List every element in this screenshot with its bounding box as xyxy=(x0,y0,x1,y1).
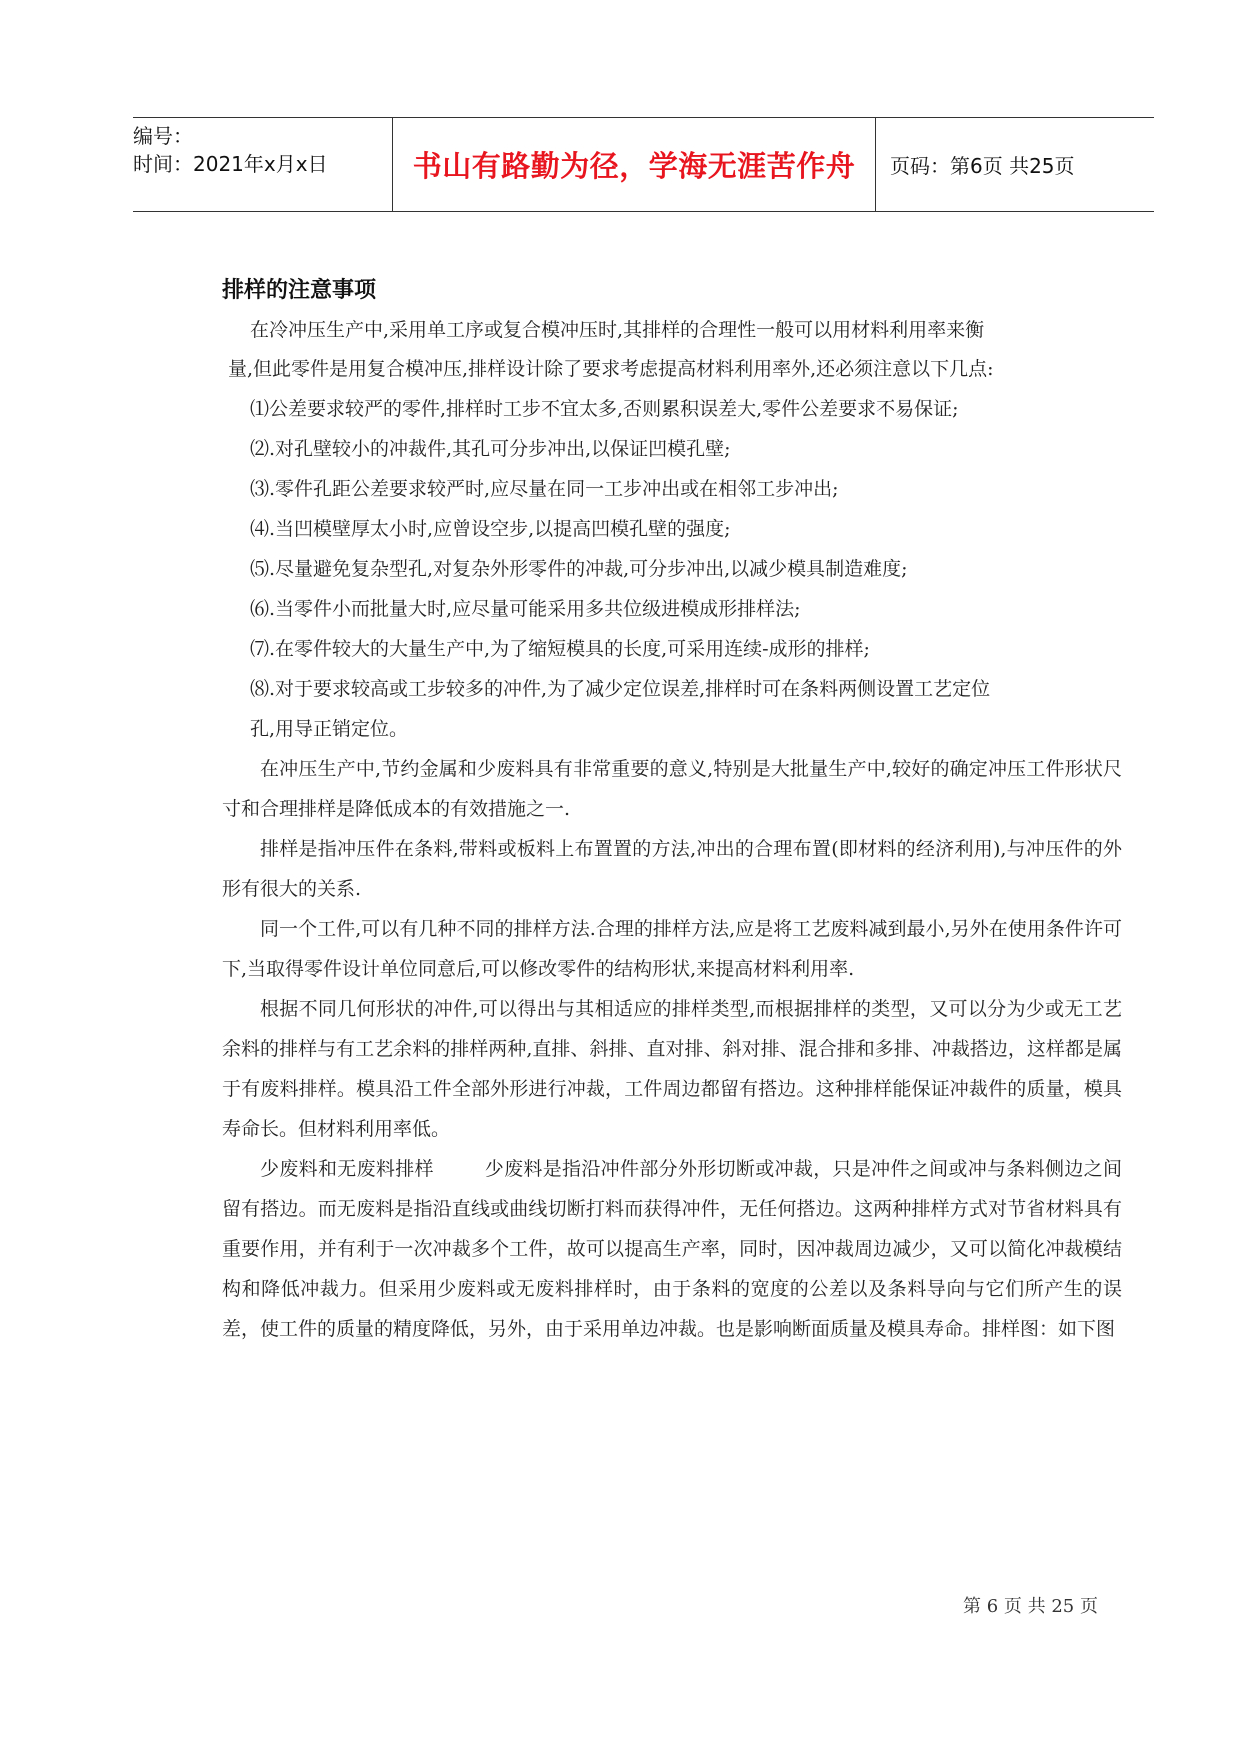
list-item: ⑵.对孔壁较小的冲裁件,其孔可分步冲出,以保证凹模孔壁; xyxy=(250,438,731,460)
time-label: 时间：2021年x月x日 xyxy=(133,152,328,176)
document-body xyxy=(222,272,1122,1349)
header-page-code: 页码：第6页 共25页 xyxy=(890,154,1075,178)
list-item: ⑺.在零件较大的大量生产中,为了缩短模具的长度,可采用连续-成形的排样; xyxy=(250,638,870,660)
list-item: ⑷.当凹模壁厚太小时,应曾设空步,以提高凹模孔壁的强度; xyxy=(250,518,731,540)
paragraph: 根据不同几何形状的冲件,可以得出与其相适应的排样类型,而根据排样的类型，又可以分为少或无工艺余料的排样与有工艺余料的排样两种,直排、斜排、直对排、斜对排、混合排和多排、冲裁搭边，这样都是属于有废料排样。模具沿工件全部外形进行冲裁，工件周边都留有搭边。这种排样能保证冲裁件的质量，模具寿命长。但材料利用率低。 xyxy=(222,998,1122,1140)
document-header xyxy=(133,117,1154,212)
paragraph: 少废料和无废料排样 少废料是指沿冲件部分外形切断或冲裁，只是冲件之间或冲与条料侧边之间留有搭边。而无废料是指沿直线或曲线切断打料而获得冲件，无任何搭边。这两种排样方式对节省材料具有重要作用，并有利于一次冲裁多个工件，故可以提高生产率，同时，因冲裁周边减少，又可以简化冲裁模结构和降低冲裁力。但采用少废料或无废料排样时，由于条料的宽度的公差以及条料导向与它们所产生的误差，使工件的质量的精度降低，另外，由于采用单边冲裁。也是影响断面质量及模具寿命。排样图：如下图 xyxy=(222,1158,1122,1340)
paragraph: 排样是指冲压件在条料,带料或板料上布置置的方法,冲出的合理布置(即材料的经济利用),与冲压件的外形有很大的关系. xyxy=(222,838,1122,900)
page-footer: 第 6 页 共 25 页 xyxy=(963,1596,1098,1617)
header-motto: 书山有路勤为径，学海无涯苦作舟 xyxy=(393,118,876,211)
list-item: ⑻.对于要求较高或工步较多的冲件,为了减少定位误差,排样时可在条料两侧设置工艺定位 xyxy=(250,678,991,700)
section-title: 排样的注意事项 xyxy=(222,278,377,303)
paragraph: 在冲压生产中,节约金属和少废料具有非常重要的意义,特别是大批量生产中,较好的确定冲压工件形状尺寸和合理排样是降低成本的有效措施之一. xyxy=(222,758,1122,820)
list-item: ⑹.当零件小而批量大时,应尽量可能采用多共位级进模成形排样法; xyxy=(250,598,801,620)
paragraph: 同一个工件,可以有几种不同的排样方法.合理的排样方法,应是将工艺废料减到最小,另外在使用条件许可下,当取得零件设计单位同意后,可以修改零件的结构形状,来提高材料利用率. xyxy=(222,918,1122,980)
number-label: 编号： xyxy=(133,124,193,148)
list-item: ⑴公差要求较严的零件,排样时工步不宜太多,否则累积误差大,零件公差要求不易保证; xyxy=(250,398,959,420)
list-item-continuation: 孔,用导正销定位。 xyxy=(250,718,409,740)
intro-line-1: 在冷冲压生产中,采用单工序或复合模冲压时,其排样的合理性一般可以用材料利用率来衡 xyxy=(250,319,985,341)
header-meta xyxy=(133,118,393,211)
list-item: ⑶.零件孔距公差要求较严时,应尽量在同一工步冲出或在相邻工步冲出; xyxy=(250,478,839,500)
intro-line-2: 量,但此零件是用复合模冲压,排样设计除了要求考虑提高材料利用率外,还必须注意以下几点: xyxy=(228,358,994,380)
list-item: ⑸.尽量避免复杂型孔,对复杂外形零件的冲裁,可分步冲出,以减少模具制造难度; xyxy=(250,558,908,580)
